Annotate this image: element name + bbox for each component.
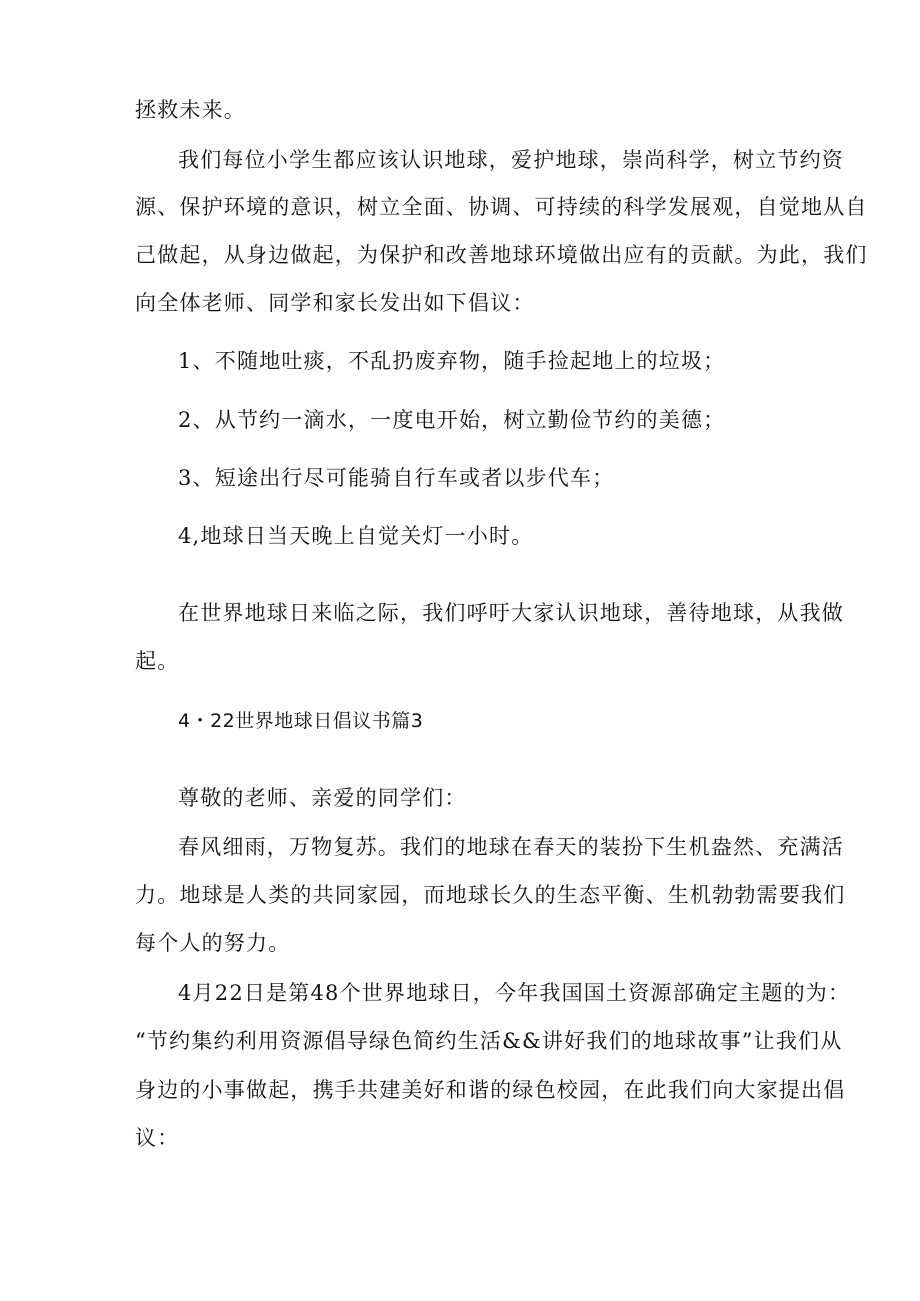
text-line: 向全体老师、同学和家长发出如下倡议： [135,291,535,315]
text-line: 议： [135,1126,180,1150]
text-line: 力。地球是人类的共同家园，而地球长久的生态平衡、生机勃勃需要我们 [135,883,846,907]
paragraph-start: 我们每位小学生都应该认识地球，爱护地球，崇尚科学，树立节约资 [178,148,844,172]
text-line: 每个人的努力。 [135,931,291,955]
text-line: 己做起，从身边做起，为保护和改善地球环境做出应有的贡献。为此，我们 [135,243,868,267]
list-item: 4,地球日当天晚上自觉关灯一小时。 [178,524,534,548]
text-line: 起。 [135,649,180,673]
text-line: “节约集约利用资源倡导绿色简约生活&&讲好我们的地球故事”让我们从 [135,1029,843,1053]
list-item: 1、不随地吐痰，不乱扔废弃物，随手捡起地上的垃圾； [178,349,726,373]
paragraph-start: 春风细雨，万物复苏。我们的地球在春天的装扮下生机盎然、充满活 [178,835,844,859]
paragraph-start: 4月22日是第48个世界地球日，今年我国国土资源部确定主题的为： [178,981,851,1005]
salutation: 尊敬的老师、亲爱的同学们： [178,786,467,810]
paragraph-start: 在世界地球日来临之际，我们呼吁大家认识地球，善待地球，从我做 [178,601,844,625]
list-item: 2、从节约一滴水，一度电开始，树立勤俭节约的美德； [178,408,726,432]
list-item: 3、短途出行尽可能骑自行车或者以步代车； [178,466,615,490]
text-line: 拯救未来。 [135,98,246,122]
text-line: 源、保护环境的意识，树立全面、协调、可持续的科学发展观，自觉地从自 [135,195,868,219]
section-heading: 4・22世界地球日倡议书篇3 [178,710,424,732]
text-line: 身边的小事做起，携手共建美好和谐的绿色校园，在此我们向大家提出倡 [135,1078,846,1102]
